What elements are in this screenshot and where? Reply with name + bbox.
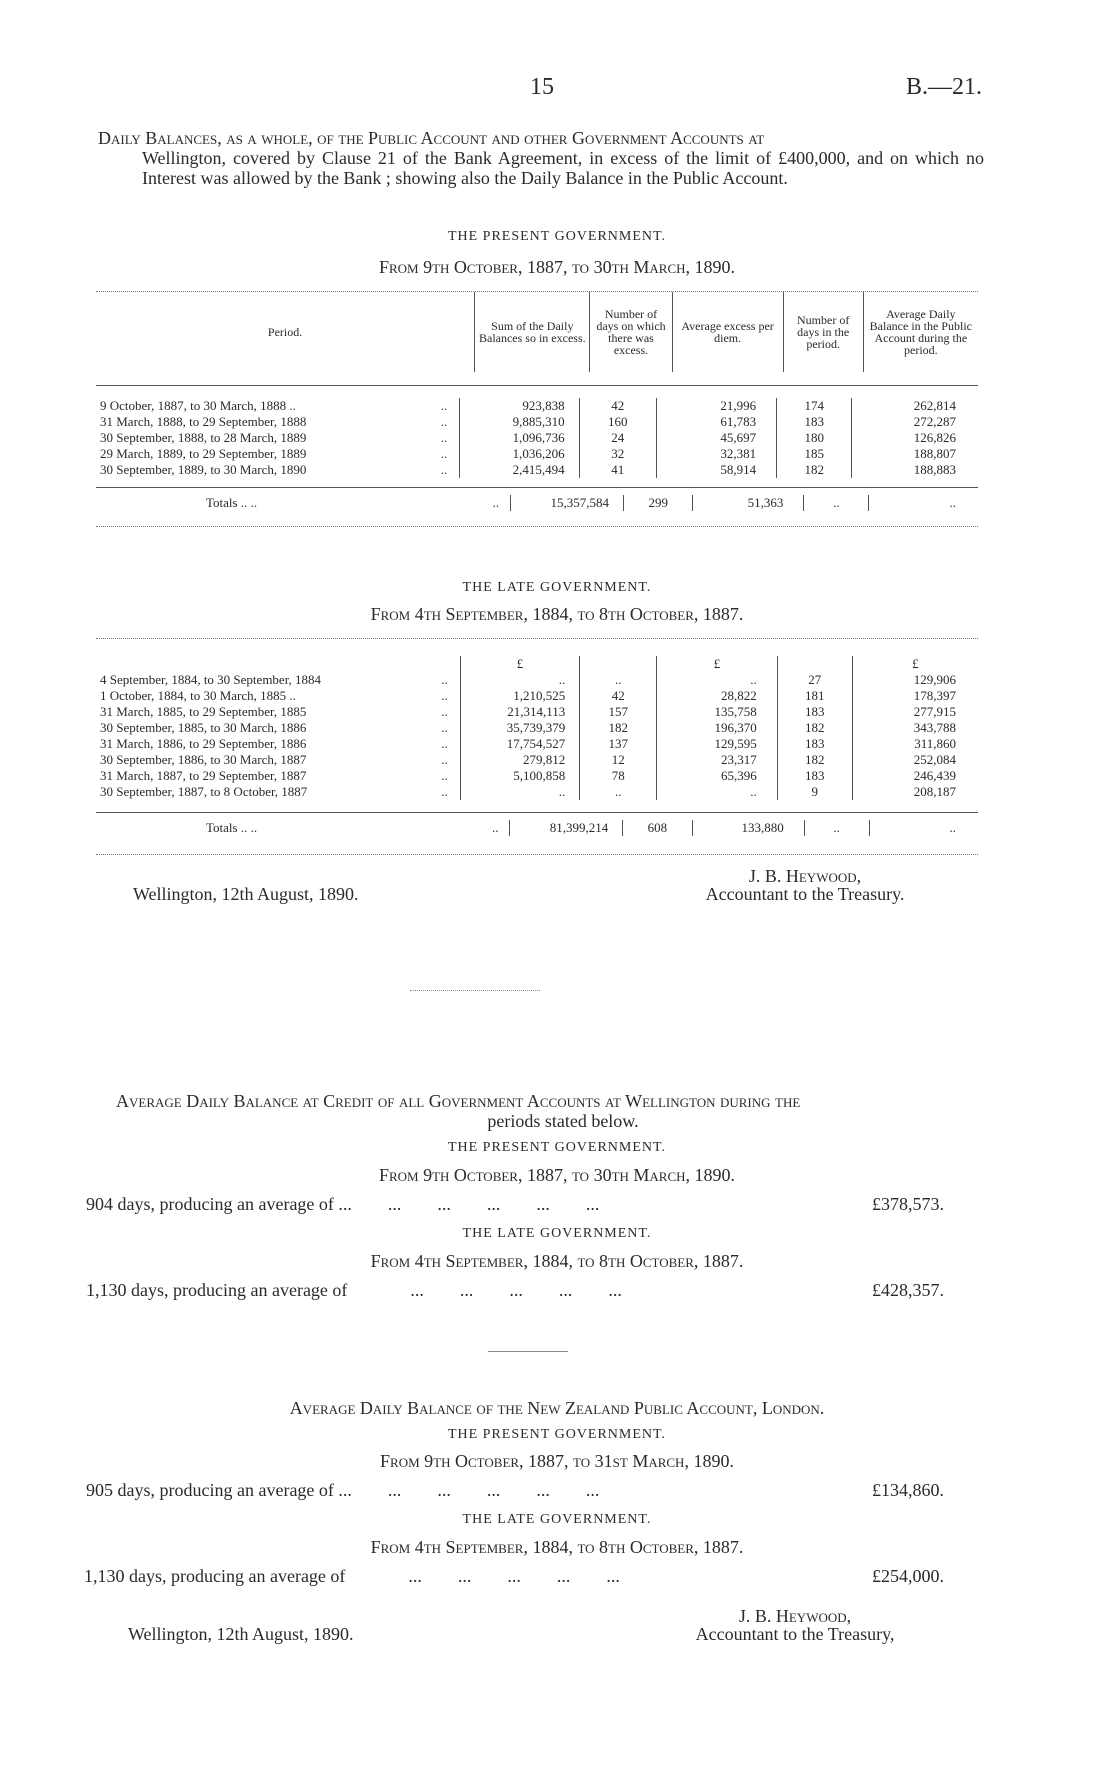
page-number: 15: [530, 74, 554, 100]
table-row: [96, 430, 978, 446]
cell-avg-balance: 178,397: [852, 688, 978, 704]
section2-present-range: From 9th October, 1887, to 30th March, 1890.: [378, 1165, 736, 1185]
section2-heading: Average Daily Balance at Credit of all Government Accounts at Wellington during the: [116, 1091, 801, 1111]
cell-days-excess: 42: [580, 688, 657, 704]
table-row: [96, 784, 978, 800]
table-row: [96, 704, 978, 720]
cell-days-excess: 12: [580, 752, 657, 768]
cell-days-period: ..: [804, 495, 869, 511]
section2-late-value: £428,357.: [872, 1280, 944, 1300]
cell-days-excess: 157: [580, 704, 657, 720]
section2-present-government: THE PRESENT GOVERNMENT.: [447, 1140, 667, 1155]
cell-avg-balance: 246,439: [852, 768, 978, 784]
header-days-period: Number of days in the period.: [783, 292, 863, 372]
cell-avg-excess: 32,381: [656, 446, 776, 462]
cell-sum: 15,357,584: [510, 495, 623, 511]
table2-government: THE LATE GOVERNMENT.: [462, 580, 652, 595]
cell-days-period: 183: [777, 414, 852, 430]
cell-avg-balance: 126,826: [852, 430, 978, 446]
cell-avg-balance: 252,084: [852, 752, 978, 768]
table-row: [96, 672, 978, 688]
cell-avg-excess: 28,822: [657, 688, 778, 704]
currency-symbol: £: [460, 656, 579, 672]
cell-days-excess: 299: [623, 495, 692, 511]
cell-avg-excess: ..: [657, 672, 778, 688]
cell-avg-balance: 277,915: [852, 704, 978, 720]
table2-totals: [96, 820, 978, 836]
section3-present-government: THE PRESENT GOVERNMENT.: [447, 1427, 667, 1442]
cell-days-period: 185: [777, 446, 852, 462]
cell-leader-dots: ..: [440, 430, 448, 445]
cell-leader-dots: ..: [491, 820, 499, 835]
cell-leader-dots: ..: [440, 446, 448, 461]
table2-bottom-rule: [96, 854, 978, 855]
intro-line-1: Daily Balances, as a whole, of the Public Account and other Government Accounts at: [98, 128, 765, 148]
totals-row: [96, 820, 978, 836]
cell-sum: 35,739,379: [460, 720, 579, 736]
header-days-excess: Number of days on which there was excess.: [590, 292, 672, 372]
cell-sum: 279,812: [460, 752, 579, 768]
cell-sum: 923,838: [460, 398, 579, 414]
section2-late-government: THE LATE GOVERNMENT.: [462, 1226, 652, 1241]
cell-leader-dots: ..: [441, 736, 448, 751]
cell-sum: 5,100,858: [460, 768, 579, 784]
currency-symbol: £: [657, 656, 778, 672]
signature2-title: Accountant to the Treasury,: [695, 1624, 895, 1644]
cell-leader-dots: ..: [441, 704, 448, 719]
signature2-name: J. B. Heywood,: [738, 1606, 852, 1626]
cell-days-period: 181: [777, 688, 852, 704]
cell-sum: ..: [460, 784, 579, 800]
table-row: [96, 398, 978, 414]
cell-avg-excess: 45,697: [656, 430, 776, 446]
cell-days-excess: 42: [579, 398, 656, 414]
cell-avg-excess: 135,758: [657, 704, 778, 720]
signature1-name: J. B. Heywood,: [748, 866, 862, 886]
cell-days-period: 27: [777, 672, 852, 688]
cell-avg-balance: 262,814: [852, 398, 978, 414]
section3-late-value: £254,000.: [872, 1566, 944, 1586]
intro-paragraph: [98, 128, 984, 188]
cell-sum: 1,210,525: [460, 688, 579, 704]
table-row: [96, 688, 978, 704]
table1-range: From 9th October, 1887, to 30th March, 1890.: [378, 257, 736, 277]
cell-leader-dots: ..: [441, 672, 448, 687]
cell-sum: 2,415,494: [460, 462, 579, 478]
cell-avg-excess: 65,396: [657, 768, 778, 784]
cell-sum: 21,314,113: [460, 704, 579, 720]
cell-avg-excess: 58,914: [656, 462, 776, 478]
table1-bottom-rule: [96, 526, 978, 527]
cell-days-period: 174: [777, 398, 852, 414]
intro-continuation: Wellington, covered by Clause 21 of the Bank Agreement, in excess of the limit of £400,000, and on which no Interest was allowed by the Bank ; showing also the Daily Balance in the Public Account.: [142, 148, 984, 188]
cell-period: 31 March, 1888, to 29 September, 1888: [100, 414, 307, 429]
cell-avg-balance: 129,906: [852, 672, 978, 688]
table1-header-rule: [96, 385, 978, 386]
table-row: [96, 768, 978, 784]
header-avg-excess: Average excess per diem.: [672, 292, 783, 372]
table1-header-row: [96, 292, 978, 372]
table1-body: [96, 398, 978, 478]
signature2-place-date: Wellington, 12th August, 1890.: [128, 1624, 354, 1644]
section-divider-1: [410, 990, 540, 991]
signature1-title: Accountant to the Treasury.: [705, 884, 905, 904]
header-period: Period.: [267, 325, 303, 339]
cell-days-excess: ..: [580, 784, 657, 800]
cell-period: 31 March, 1887, to 29 September, 1887: [100, 768, 307, 783]
cell-period: 4 September, 1884, to 30 September, 1884: [100, 672, 322, 687]
section3-late-line: 1,130 days, producing an average of ... ... ... ... ...: [84, 1566, 620, 1586]
table-row: [96, 414, 978, 430]
cell-avg-excess: 21,996: [656, 398, 776, 414]
cell-days-period: 9: [777, 784, 852, 800]
cell-days-period: 182: [777, 462, 852, 478]
cell-sum: 1,036,206: [460, 446, 579, 462]
table1-government: THE PRESENT GOVERNMENT.: [447, 229, 667, 244]
cell-avg-excess: 23,317: [657, 752, 778, 768]
cell-days-excess: 32: [579, 446, 656, 462]
table-row: [96, 462, 978, 478]
cell-leader-dots: ..: [440, 414, 448, 429]
cell-avg-balance: 343,788: [852, 720, 978, 736]
section3-present-line: 905 days, producing an average of ... ... ... ... ... ...: [86, 1480, 600, 1500]
currency-symbol: £: [852, 656, 978, 672]
table1-totals: [96, 495, 978, 511]
cell-leader-dots: ..: [441, 768, 448, 783]
cell-days-period: ..: [804, 820, 869, 836]
cell-days-period: 182: [777, 720, 852, 736]
table-row: [96, 736, 978, 752]
currency-row: [96, 656, 978, 672]
cell-avg-excess: 61,783: [656, 414, 776, 430]
cell-avg-balance: 188,807: [852, 446, 978, 462]
cell-days-excess: 41: [579, 462, 656, 478]
cell-days-period: 183: [777, 704, 852, 720]
section-divider-2: [488, 1351, 568, 1352]
cell-leader-dots: ..: [441, 752, 448, 767]
cell-leader-dots: ..: [440, 398, 448, 413]
cell-leader-dots: ..: [441, 784, 448, 799]
cell-avg-excess: 133,880: [692, 820, 804, 836]
cell-days-period: 180: [777, 430, 852, 446]
cell-period: 30 September, 1888, to 28 March, 1889: [100, 430, 307, 445]
section3-late-government: THE LATE GOVERNMENT.: [462, 1512, 652, 1527]
cell-period: 30 September, 1885, to 30 March, 1886: [100, 720, 307, 735]
cell-leader-dots: ..: [441, 688, 448, 703]
section3-present-value: £134,860.: [872, 1480, 944, 1500]
cell-avg-balance: ..: [869, 820, 978, 836]
table2-top-rule: [96, 638, 978, 639]
cell-sum: 81,399,214: [510, 820, 623, 836]
cell-period: 29 March, 1889, to 29 September, 1889: [100, 446, 307, 461]
table1: [96, 292, 978, 372]
cell-period: 30 September, 1886, to 30 March, 1887: [100, 752, 307, 767]
cell-sum: 17,754,527: [460, 736, 579, 752]
header-sum: Sum of the Daily Balances so in excess.: [475, 292, 590, 372]
cell-days-excess: 160: [579, 414, 656, 430]
cell-period: 31 March, 1885, to 29 September, 1885: [100, 704, 307, 719]
section2-present-line: 904 days, producing an average of ... ... ... ... ... ...: [86, 1194, 600, 1214]
cell-avg-balance: 311,860: [852, 736, 978, 752]
currency-blank: [580, 656, 657, 672]
cell-avg-balance: 272,287: [852, 414, 978, 430]
cell-days-excess: ..: [580, 672, 657, 688]
cell-period: 9 October, 1887, to 30 March, 1888 ..: [100, 398, 296, 413]
table-row: [96, 720, 978, 736]
section3-heading: Average Daily Balance of the New Zealand Public Account, London.: [289, 1398, 825, 1418]
cell-period: 30 September, 1887, to 8 October, 1887: [100, 784, 308, 799]
table1-totals-rule: [96, 487, 978, 488]
cell-days-period: 183: [777, 768, 852, 784]
cell-leader-dots: ..: [440, 462, 448, 477]
table2-range: From 4th September, 1884, to 8th October, 1887.: [370, 604, 744, 624]
currency-blank: [96, 656, 429, 672]
currency-blank: [777, 656, 852, 672]
cell-period: 1 October, 1884, to 30 March, 1885 ..: [100, 688, 296, 703]
cell-leader-dots: ..: [441, 720, 448, 735]
cell-days-period: 183: [777, 736, 852, 752]
cell-days-period: 182: [777, 752, 852, 768]
cell-period: Totals .. ..: [206, 495, 258, 510]
signature1-place-date: Wellington, 12th August, 1890.: [133, 884, 359, 904]
cell-period: 31 March, 1886, to 29 September, 1886: [100, 736, 307, 751]
section2-present-value: £378,573.: [872, 1194, 944, 1214]
table-row: [96, 446, 978, 462]
cell-period: 30 September, 1889, to 30 March, 1890: [100, 462, 307, 477]
cell-avg-excess: 129,595: [657, 736, 778, 752]
cell-avg-balance: 208,187: [852, 784, 978, 800]
table-row: [96, 752, 978, 768]
section3-present-range: From 9th October, 1887, to 31st March, 1890.: [380, 1451, 734, 1471]
cell-days-excess: 182: [580, 720, 657, 736]
cell-days-excess: 137: [580, 736, 657, 752]
section2-late-range: From 4th September, 1884, to 8th October, 1887.: [370, 1251, 744, 1271]
section2-late-line: 1,130 days, producing an average of ... ... ... ... ...: [86, 1280, 622, 1300]
cell-avg-balance: 188,883: [852, 462, 978, 478]
cell-sum: 1,096,736: [460, 430, 579, 446]
cell-leader-dots: ..: [492, 495, 500, 510]
section2-heading-2: periods stated below.: [487, 1111, 639, 1131]
totals-row: [96, 495, 978, 511]
section3-late-range: From 4th September, 1884, to 8th October, 1887.: [370, 1537, 744, 1557]
currency-blank: [429, 656, 460, 672]
cell-avg-excess: ..: [657, 784, 778, 800]
cell-days-excess: 608: [623, 820, 692, 836]
cell-sum: 9,885,310: [460, 414, 579, 430]
cell-days-excess: 78: [580, 768, 657, 784]
table2-totals-rule: [96, 812, 978, 813]
cell-avg-excess: 196,370: [657, 720, 778, 736]
cell-avg-excess: 51,363: [693, 495, 804, 511]
header-avg-balance: Average Daily Balance in the Public Account during the period.: [863, 292, 978, 372]
cell-days-excess: 24: [579, 430, 656, 446]
cell-sum: ..: [460, 672, 579, 688]
cell-avg-balance: ..: [869, 495, 978, 511]
document-reference: B.—21.: [906, 74, 983, 100]
cell-period: Totals .. ..: [206, 820, 258, 835]
table2-body: [96, 656, 978, 800]
